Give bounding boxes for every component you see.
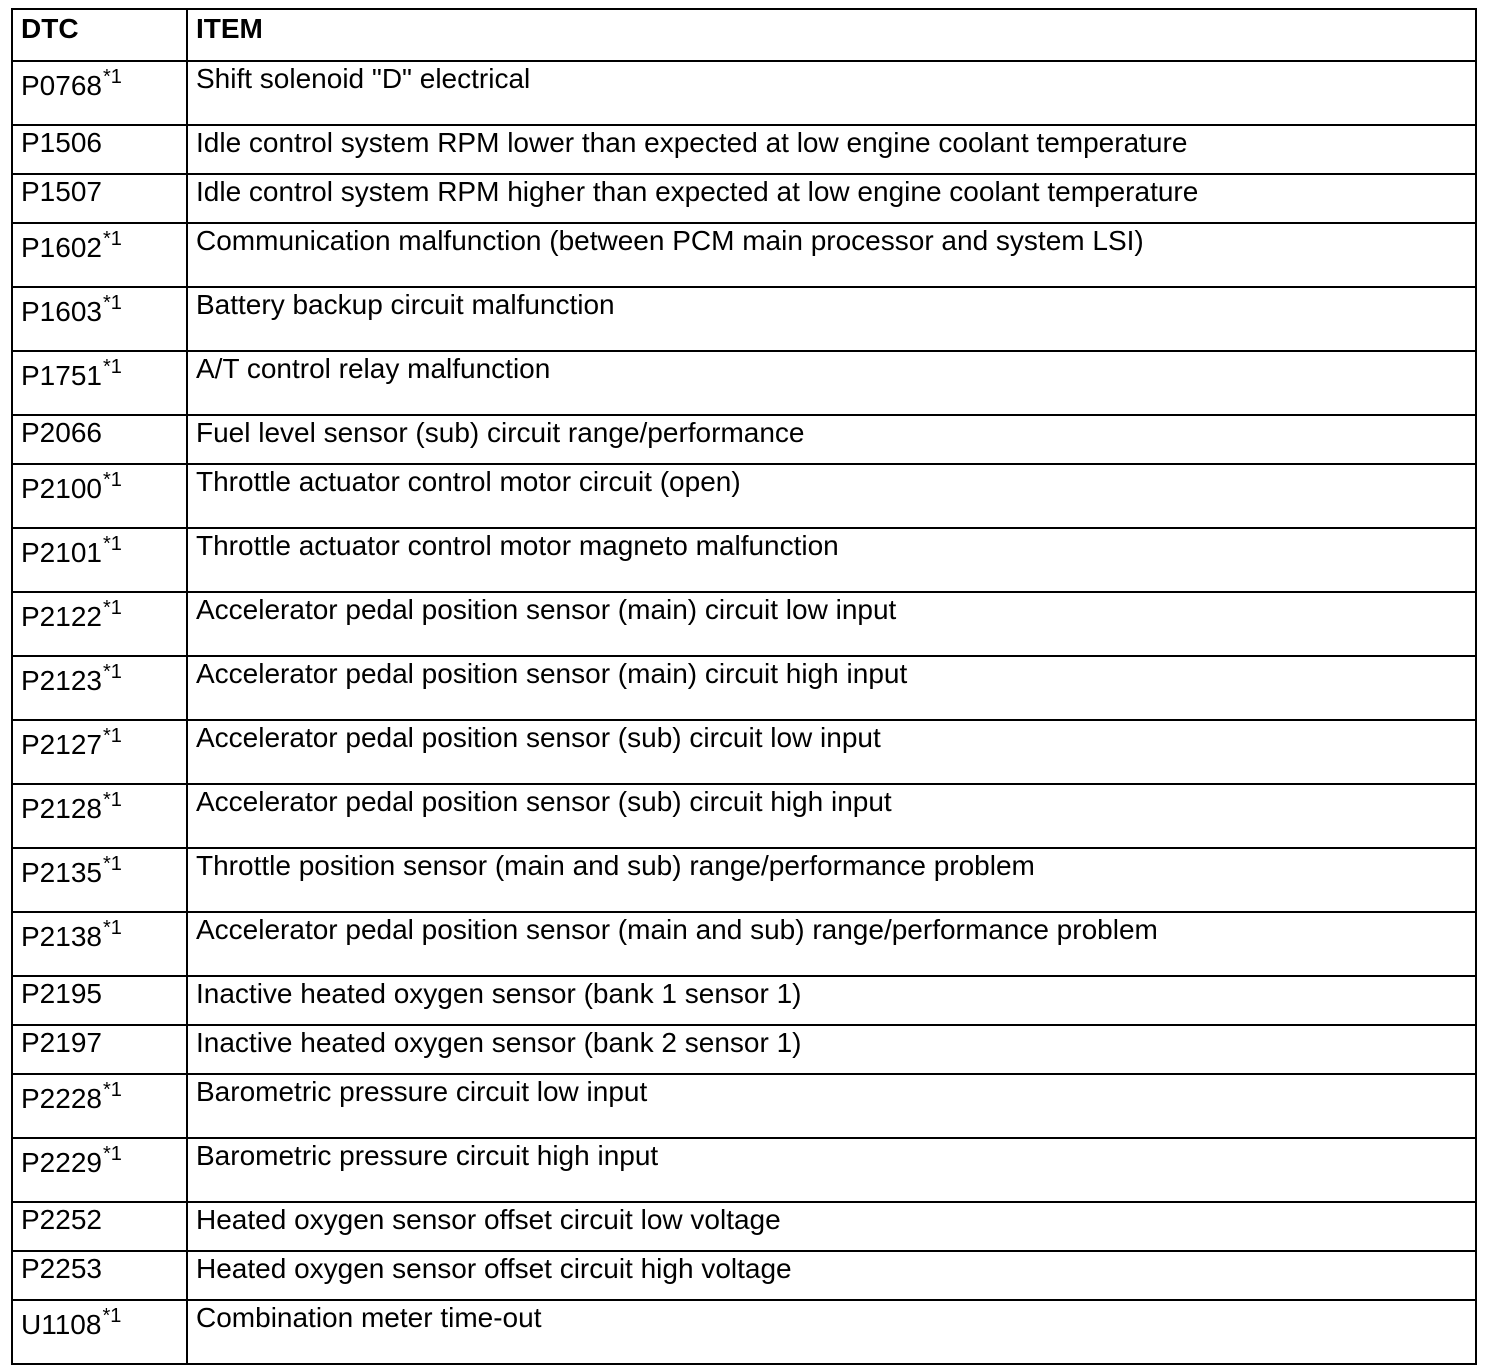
dtc-code-cell — [12, 656, 187, 720]
footnote-mark: *1 — [102, 469, 122, 491]
table-row — [12, 61, 1476, 125]
footnote-mark: *1 — [102, 66, 122, 88]
table-row — [12, 1138, 1476, 1202]
dtc-table — [11, 8, 1477, 1365]
dtc-code: P1602 — [21, 232, 102, 263]
dtc-code-cell — [12, 223, 187, 287]
table-row — [12, 720, 1476, 784]
table-row — [12, 656, 1476, 720]
dtc-code-cell — [12, 784, 187, 848]
table-body — [12, 61, 1476, 1364]
table-row — [12, 174, 1476, 223]
dtc-item-description: Accelerator pedal position sensor (main) circuit low input — [187, 592, 1476, 656]
dtc-code-cell — [12, 415, 187, 464]
dtc-item-description: Barometric pressure circuit high input — [187, 1138, 1476, 1202]
dtc-code: P2127 — [21, 729, 102, 760]
dtc-item-description: Accelerator pedal position sensor (main and sub) range/performance problem — [187, 912, 1476, 976]
footnote-mark: *1 — [102, 533, 122, 555]
dtc-code-cell — [12, 592, 187, 656]
dtc-code-cell — [12, 464, 187, 528]
dtc-code: P0768 — [21, 70, 102, 101]
dtc-code: P2138 — [21, 921, 102, 952]
dtc-item-description: Shift solenoid "D" electrical — [187, 61, 1476, 125]
dtc-code-cell — [12, 1202, 187, 1251]
dtc-code-cell — [12, 351, 187, 415]
table-row — [12, 351, 1476, 415]
dtc-item-description: Inactive heated oxygen sensor (bank 2 sensor 1) — [187, 1025, 1476, 1074]
dtc-code: P2122 — [21, 601, 102, 632]
dtc-code: P1603 — [21, 296, 102, 327]
dtc-code: P1506 — [21, 127, 102, 158]
dtc-code-cell — [12, 1300, 187, 1364]
dtc-item-description: Heated oxygen sensor offset circuit low voltage — [187, 1202, 1476, 1251]
table-row — [12, 976, 1476, 1025]
dtc-code: P1507 — [21, 176, 102, 207]
dtc-code: P2101 — [21, 537, 102, 568]
dtc-code-cell — [12, 1074, 187, 1138]
table-row — [12, 592, 1476, 656]
footnote-mark: *1 — [102, 661, 122, 683]
footnote-mark: *1 — [102, 1079, 122, 1101]
footnote-mark: *1 — [102, 917, 122, 939]
dtc-code-cell — [12, 174, 187, 223]
footnote-mark: *1 — [102, 356, 122, 378]
header-item: ITEM — [187, 9, 1476, 61]
dtc-code-cell — [12, 976, 187, 1025]
table-row — [12, 287, 1476, 351]
footnote-mark: *1 — [102, 1305, 122, 1327]
dtc-code-cell — [12, 720, 187, 784]
dtc-code-cell — [12, 1025, 187, 1074]
dtc-code: P2128 — [21, 793, 102, 824]
dtc-item-description: Battery backup circuit malfunction — [187, 287, 1476, 351]
dtc-item-description: A/T control relay malfunction — [187, 351, 1476, 415]
footnote-mark: *1 — [102, 292, 122, 314]
table-row — [12, 784, 1476, 848]
dtc-code: P2135 — [21, 857, 102, 888]
table-row — [12, 1251, 1476, 1300]
dtc-code: P2123 — [21, 665, 102, 696]
dtc-item-description: Fuel level sensor (sub) circuit range/performance — [187, 415, 1476, 464]
table-row — [12, 848, 1476, 912]
table-row — [12, 1300, 1476, 1364]
dtc-code-cell — [12, 61, 187, 125]
table-row — [12, 125, 1476, 174]
dtc-code-cell — [12, 1251, 187, 1300]
table-row — [12, 1202, 1476, 1251]
dtc-code: P2252 — [21, 1204, 102, 1235]
dtc-code: P2228 — [21, 1083, 102, 1114]
footnote-mark: *1 — [102, 725, 122, 747]
dtc-code: P1751 — [21, 360, 102, 391]
footnote-mark: *1 — [102, 1143, 122, 1165]
dtc-code: P2229 — [21, 1147, 102, 1178]
dtc-code: U1108 — [21, 1309, 102, 1340]
table-row — [12, 464, 1476, 528]
dtc-item-description: Accelerator pedal position sensor (main) circuit high input — [187, 656, 1476, 720]
dtc-item-description: Heated oxygen sensor offset circuit high voltage — [187, 1251, 1476, 1300]
table-row — [12, 528, 1476, 592]
dtc-item-description: Barometric pressure circuit low input — [187, 1074, 1476, 1138]
dtc-code: P2195 — [21, 978, 102, 1009]
footnote-mark: *1 — [102, 789, 122, 811]
dtc-item-description: Throttle position sensor (main and sub) range/performance problem — [187, 848, 1476, 912]
dtc-item-description: Accelerator pedal position sensor (sub) circuit low input — [187, 720, 1476, 784]
table-row — [12, 912, 1476, 976]
dtc-code: P2066 — [21, 417, 102, 448]
dtc-item-description: Idle control system RPM higher than expected at low engine coolant temperature — [187, 174, 1476, 223]
dtc-item-description: Communication malfunction (between PCM main processor and system LSI) — [187, 223, 1476, 287]
table-row — [12, 415, 1476, 464]
dtc-code-cell — [12, 912, 187, 976]
table-row — [12, 1074, 1476, 1138]
dtc-code: P2197 — [21, 1027, 102, 1058]
header-dtc: DTC — [12, 9, 187, 61]
dtc-item-description: Accelerator pedal position sensor (sub) circuit high input — [187, 784, 1476, 848]
dtc-item-description: Combination meter time-out — [187, 1300, 1476, 1364]
footnote-mark: *1 — [102, 597, 122, 619]
dtc-code: P2253 — [21, 1253, 102, 1284]
dtc-code: P2100 — [21, 473, 102, 504]
table-header — [12, 9, 1476, 61]
dtc-item-description: Throttle actuator control motor magneto malfunction — [187, 528, 1476, 592]
dtc-item-description: Idle control system RPM lower than expected at low engine coolant temperature — [187, 125, 1476, 174]
footnote-mark: *1 — [102, 228, 122, 250]
dtc-code-cell — [12, 1138, 187, 1202]
dtc-code-cell — [12, 125, 187, 174]
table-row — [12, 1025, 1476, 1074]
dtc-code-cell — [12, 528, 187, 592]
dtc-code-cell — [12, 287, 187, 351]
dtc-item-description: Inactive heated oxygen sensor (bank 1 sensor 1) — [187, 976, 1476, 1025]
header-row — [12, 9, 1476, 61]
dtc-code-cell — [12, 848, 187, 912]
dtc-item-description: Throttle actuator control motor circuit (open) — [187, 464, 1476, 528]
table-row — [12, 223, 1476, 287]
footnote-mark: *1 — [102, 853, 122, 875]
